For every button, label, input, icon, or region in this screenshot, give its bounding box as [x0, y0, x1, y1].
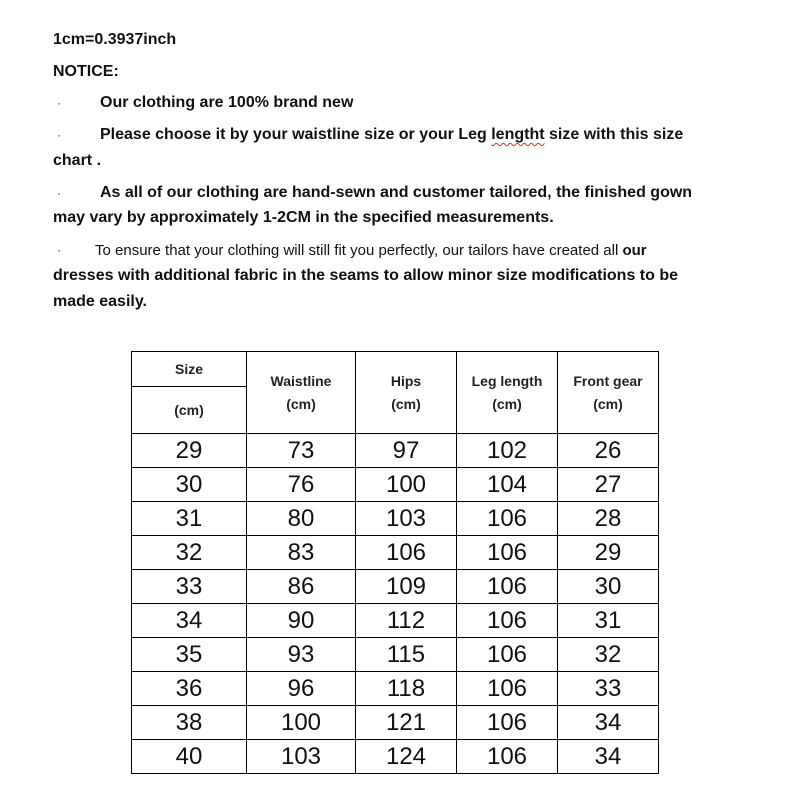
- header-size-unit: (cm): [132, 387, 247, 434]
- table-row: [132, 672, 659, 706]
- cell-waistline: 76: [247, 468, 356, 502]
- cell-size: 32: [132, 536, 247, 570]
- cell-size: 30: [132, 468, 247, 502]
- cell-size: 34: [132, 604, 247, 638]
- table-row: [132, 468, 659, 502]
- table-row: [132, 740, 659, 774]
- header-leg-length-unit: (cm): [492, 395, 522, 412]
- cell-leg-length: 106: [457, 536, 558, 570]
- cell-hips: 115: [356, 638, 457, 672]
- notice-item-4-light: To ensure that your clothing will still fit you perfectly, our tailors have created all: [95, 242, 623, 259]
- header-waistline-unit: (cm): [286, 395, 316, 412]
- cell-leg-length: 106: [457, 570, 558, 604]
- notice-heading: NOTICE:: [53, 63, 119, 80]
- spelling-error-word: lengtht: [491, 126, 545, 143]
- bullet-4: ·: [57, 243, 61, 257]
- cell-size: 38: [132, 706, 247, 740]
- cell-front-gear: 29: [558, 536, 659, 570]
- cell-size: 31: [132, 502, 247, 536]
- header-front-gear-label: Front gear: [573, 372, 643, 389]
- cell-hips: 106: [356, 536, 457, 570]
- cell-size: 36: [132, 672, 247, 706]
- bullet-1: ·: [57, 96, 61, 110]
- cell-leg-length: 106: [457, 740, 558, 774]
- cell-hips: 97: [356, 434, 457, 468]
- cell-front-gear: 33: [558, 672, 659, 706]
- cell-waistline: 73: [247, 434, 356, 468]
- cell-waistline: 96: [247, 672, 356, 706]
- cell-hips: 112: [356, 604, 457, 638]
- cell-size: 29: [132, 434, 247, 468]
- cell-front-gear: 30: [558, 570, 659, 604]
- cell-leg-length: 104: [457, 468, 558, 502]
- notice-item-1: Our clothing are 100% brand new: [100, 94, 354, 111]
- table-header-row: [132, 352, 659, 387]
- cell-hips: 118: [356, 672, 457, 706]
- cell-waistline: 86: [247, 570, 356, 604]
- cell-leg-length: 106: [457, 638, 558, 672]
- cell-leg-length: 106: [457, 604, 558, 638]
- header-waistline-label: Waistline: [270, 372, 332, 389]
- cell-waistline: 80: [247, 502, 356, 536]
- cell-size: 33: [132, 570, 247, 604]
- cell-hips: 100: [356, 468, 457, 502]
- header-front-gear-unit: (cm): [593, 395, 623, 412]
- header-leg-length-label: Leg length: [471, 372, 543, 389]
- cell-front-gear: 26: [558, 434, 659, 468]
- cell-size: 35: [132, 638, 247, 672]
- notice-item-4-line1: [95, 242, 647, 259]
- header-size: Size: [132, 352, 247, 387]
- notice-item-2-cont: chart .: [53, 152, 102, 169]
- header-hips-unit: (cm): [391, 395, 421, 412]
- header-leg-length: [457, 352, 558, 434]
- cell-hips: 121: [356, 706, 457, 740]
- cell-front-gear: 34: [558, 740, 659, 774]
- header-hips-label: Hips: [390, 372, 422, 389]
- conversion-note: 1cm=0.3937inch: [53, 31, 177, 48]
- header-hips: [356, 352, 457, 434]
- cell-leg-length: 102: [457, 434, 558, 468]
- cell-waistline: 83: [247, 536, 356, 570]
- notice-item-3-line1: As all of our clothing are hand-sewn and customer tailored, the finished gown: [100, 184, 693, 201]
- cell-leg-length: 106: [457, 502, 558, 536]
- cell-waistline: 103: [247, 740, 356, 774]
- cell-hips: 103: [356, 502, 457, 536]
- cell-leg-length: 106: [457, 672, 558, 706]
- table-row: [132, 536, 659, 570]
- table-row: [132, 604, 659, 638]
- bullet-3: ·: [57, 186, 61, 200]
- cell-leg-length: 106: [457, 706, 558, 740]
- cell-hips: 124: [356, 740, 457, 774]
- notice-item-2-pre: Please choose it by your waistline size or your Leg: [100, 126, 492, 143]
- notice-item-4-line3: made easily.: [53, 293, 147, 310]
- header-waistline: [247, 352, 356, 434]
- cell-front-gear: 27: [558, 468, 659, 502]
- bullet-2: ·: [57, 128, 61, 142]
- cell-waistline: 93: [247, 638, 356, 672]
- cell-size: 40: [132, 740, 247, 774]
- notice-item-4-line2: dresses with additional fabric in the seams to allow minor size modifications to be: [53, 267, 679, 284]
- table-row: [132, 638, 659, 672]
- cell-waistline: 90: [247, 604, 356, 638]
- cell-front-gear: 31: [558, 604, 659, 638]
- size-chart-table: [131, 351, 659, 774]
- cell-front-gear: 32: [558, 638, 659, 672]
- table-row: [132, 502, 659, 536]
- table-row: [132, 434, 659, 468]
- table-row: [132, 706, 659, 740]
- header-front-gear: [558, 352, 659, 434]
- cell-front-gear: 34: [558, 706, 659, 740]
- cell-front-gear: 28: [558, 502, 659, 536]
- cell-hips: 109: [356, 570, 457, 604]
- table-body: [132, 434, 659, 774]
- notice-item-3-line2: may vary by approximately 1-2CM in the specified measurements.: [53, 209, 554, 226]
- table-row: [132, 570, 659, 604]
- notice-item-2: [100, 126, 683, 144]
- notice-item-2-post: size with this size: [544, 126, 684, 143]
- notice-item-4-bold: our: [622, 242, 647, 259]
- cell-waistline: 100: [247, 706, 356, 740]
